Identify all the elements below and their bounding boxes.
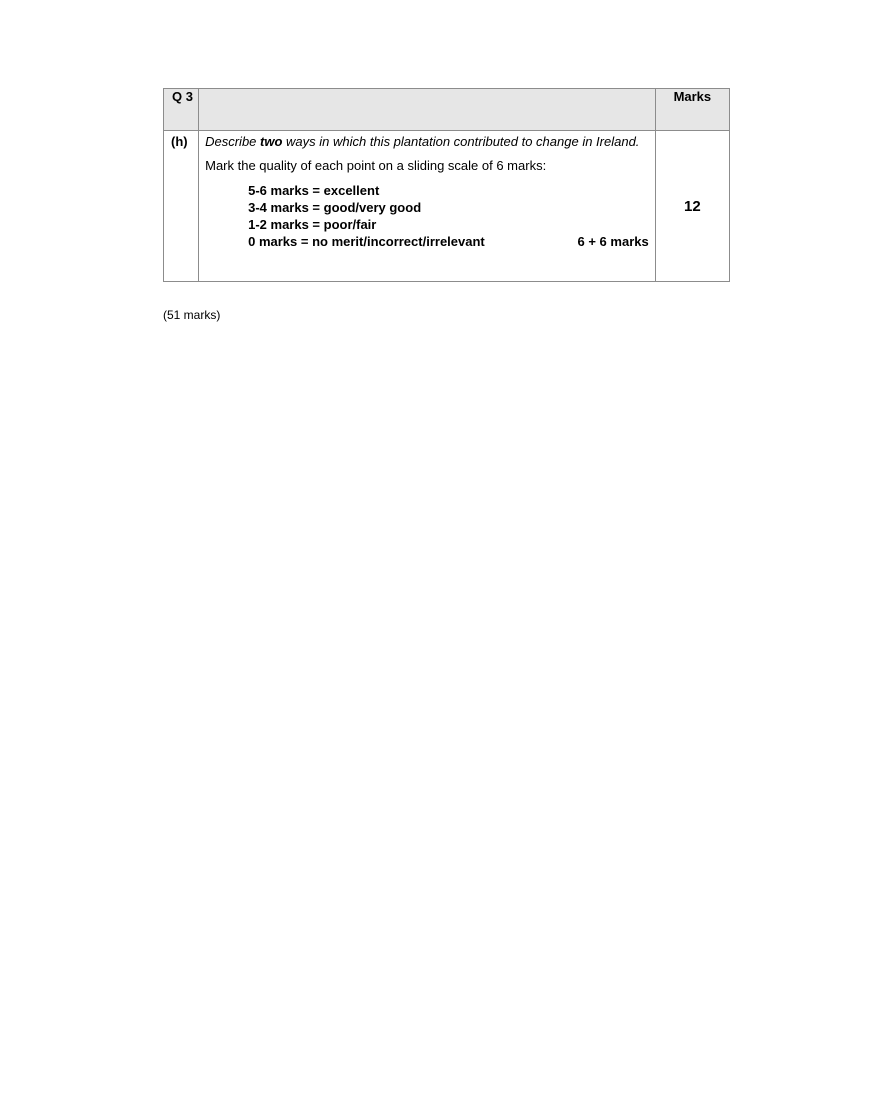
question-prefix: Describe	[205, 134, 261, 149]
scale-excellent: 5-6 marks = excellent	[248, 183, 380, 198]
marking-scale	[205, 182, 649, 250]
marking-scheme-table	[163, 88, 730, 282]
question-text	[205, 133, 649, 150]
marking-instruction: Mark the quality of each point on a sliding scale of 6 marks:	[205, 158, 547, 173]
question-suffix: ways in which this plantation contributed to change in Ireland.	[282, 134, 640, 149]
question-number: Q 3	[164, 89, 199, 131]
header-blank-cell	[199, 89, 656, 131]
scale-last-line	[248, 233, 649, 250]
marks-value: 12	[655, 131, 729, 282]
table-header-row	[164, 89, 730, 131]
part-label: (h)	[164, 131, 199, 282]
table-row	[164, 131, 730, 282]
total-marks-note: (51 marks)	[163, 308, 221, 322]
scale-good: 3-4 marks = good/very good	[248, 200, 422, 215]
question-body	[199, 131, 656, 282]
scale-no-merit: 0 marks = no merit/incorrect/irrelevant	[248, 234, 485, 249]
mark-allocation: 6 + 6 marks	[577, 234, 649, 249]
marks-column-header: Marks	[655, 89, 729, 131]
question-emphasis: two	[260, 134, 283, 149]
scale-poor: 1-2 marks = poor/fair	[248, 217, 377, 232]
